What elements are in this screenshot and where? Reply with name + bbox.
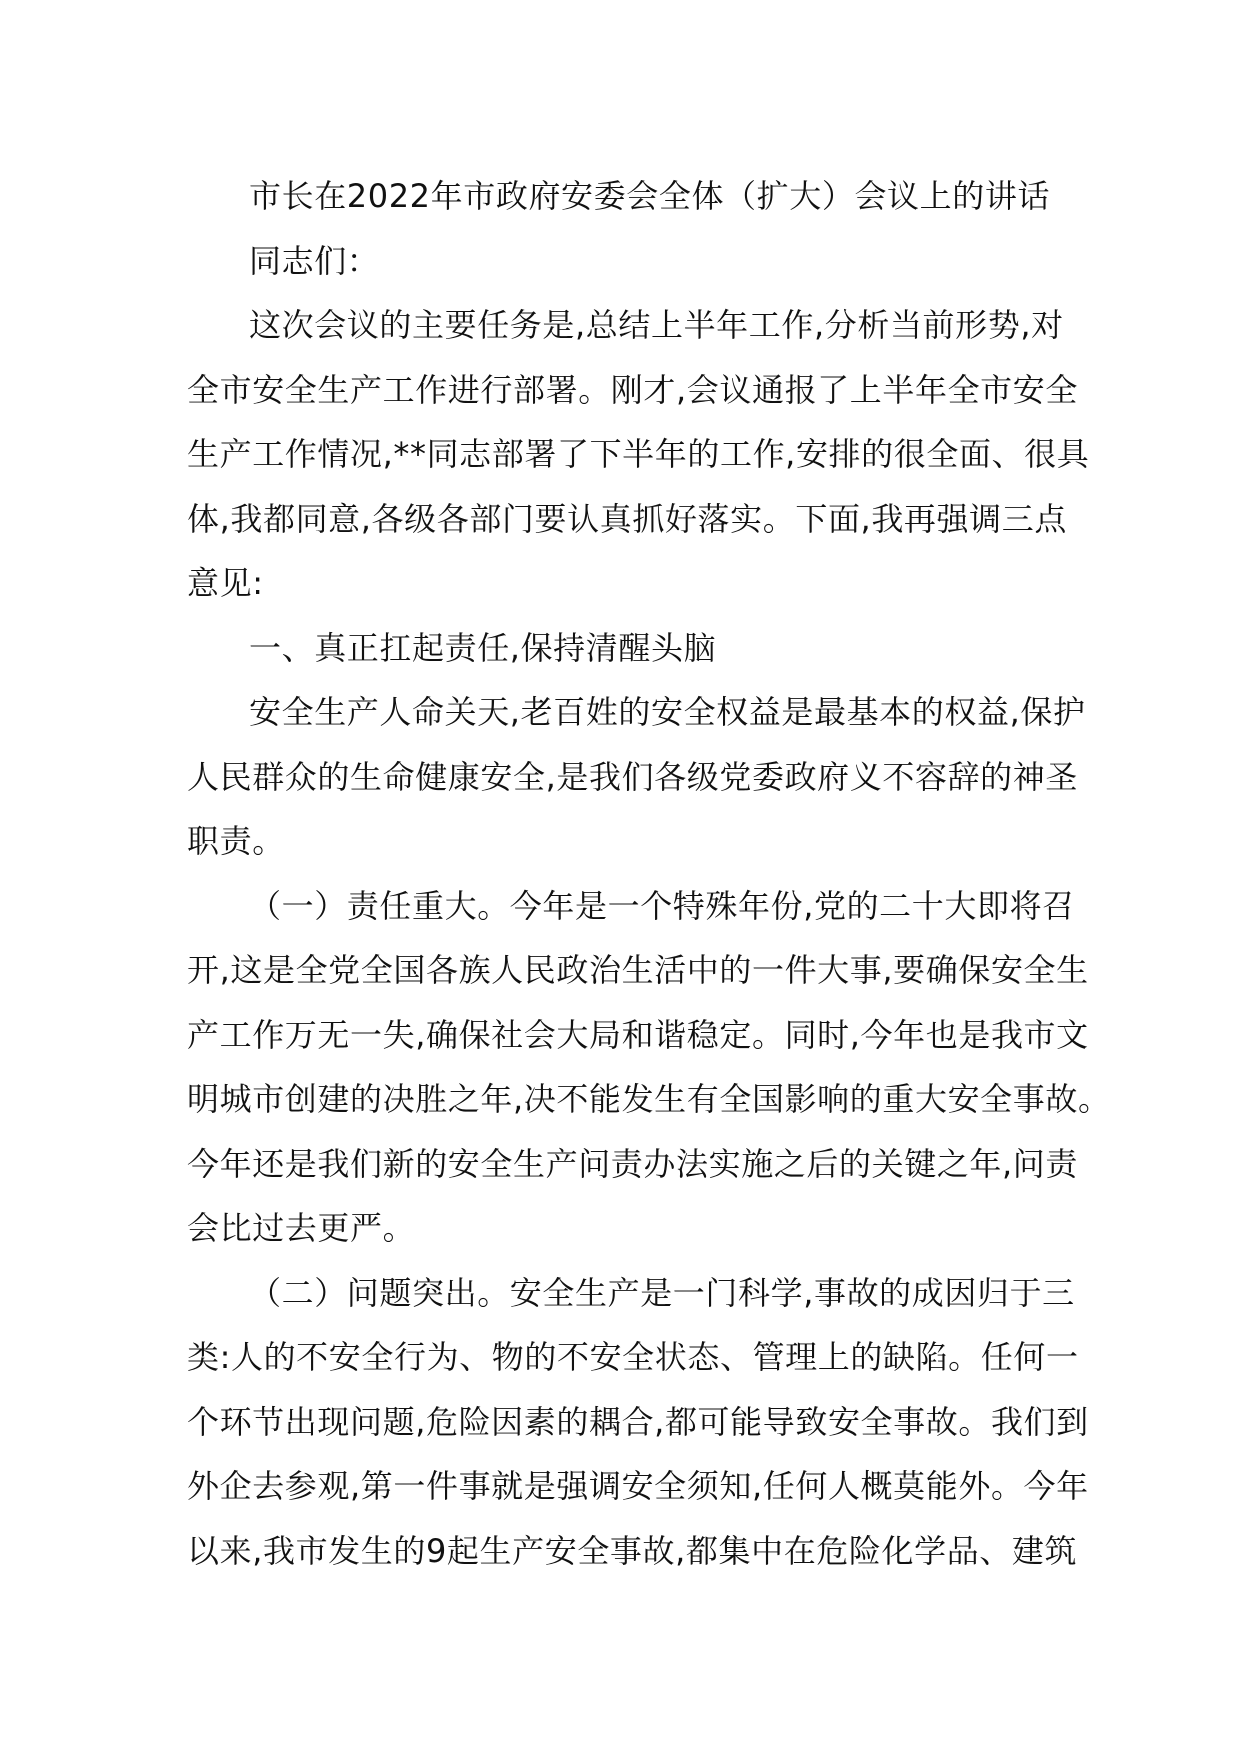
text-line: 开,这是全党全国各族人民政治生活中的一件大事,要确保安全生 (187, 951, 1089, 989)
text-line: 个环节出现问题,危险因素的耦合,都可能导致安全事故。我们到 (187, 1402, 1089, 1441)
section-heading: 一、真正扛起责任,保持清醒头脑 (249, 628, 717, 667)
text-line: 人民群众的生命健康安全,是我们各级党委政府义不容辞的神圣 (187, 757, 1078, 796)
text-line: 以来,我市发生的9起生产安全事故,都集中在危险化学品、建筑 (187, 1531, 1078, 1570)
text-line: 产工作万无一失,确保社会大局和谐稳定。同时,今年也是我市文 (187, 1015, 1089, 1054)
text-line: 生产工作情况,**同志部署了下半年的工作,安排的很全面、很具 (187, 435, 1090, 473)
text-line: 职责。 (187, 822, 285, 860)
text-line: （一）责任重大。今年是一个特殊年份,党的二十大即将召 (249, 886, 1075, 925)
text-line: 安全生产人命关天,老百姓的安全权益是最基本的权益,保护 (249, 693, 1086, 731)
text-line: 明城市创建的决胜之年,决不能发生有全国影响的重大安全事故。 (187, 1080, 1111, 1118)
salutation: 同志们： (249, 241, 380, 280)
text-line: 会比过去更严。 (187, 1209, 416, 1247)
text-line: 外企去参观,第一件事就是强调安全须知,任何人概莫能外。今年 (187, 1467, 1089, 1505)
document-body (187, 164, 1111, 1583)
text-line: 意见: (187, 564, 264, 602)
text-line: 全市安全生产工作进行部署。刚才,会议通报了上半年全市安全 (187, 370, 1078, 409)
text-line: （二）问题突出。安全生产是一门科学,事故的成因归于三 (249, 1273, 1075, 1312)
text-line: 这次会议的主要任务是,总结上半年工作,分析当前形势,对 (249, 306, 1064, 344)
text-line: 类:人的不安全行为、物的不安全状态、管理上的缺陷。任何一 (187, 1338, 1079, 1376)
text-line: 体,我都同意,各级各部门要认真抓好落实。下面,我再强调三点 (187, 499, 1067, 538)
text-line: 今年还是我们新的安全生产问责办法实施之后的关键之年,问责 (187, 1144, 1078, 1183)
document-title: 市长在2022年市政府安委会全体（扩大）会议上的讲话 (249, 177, 1051, 215)
